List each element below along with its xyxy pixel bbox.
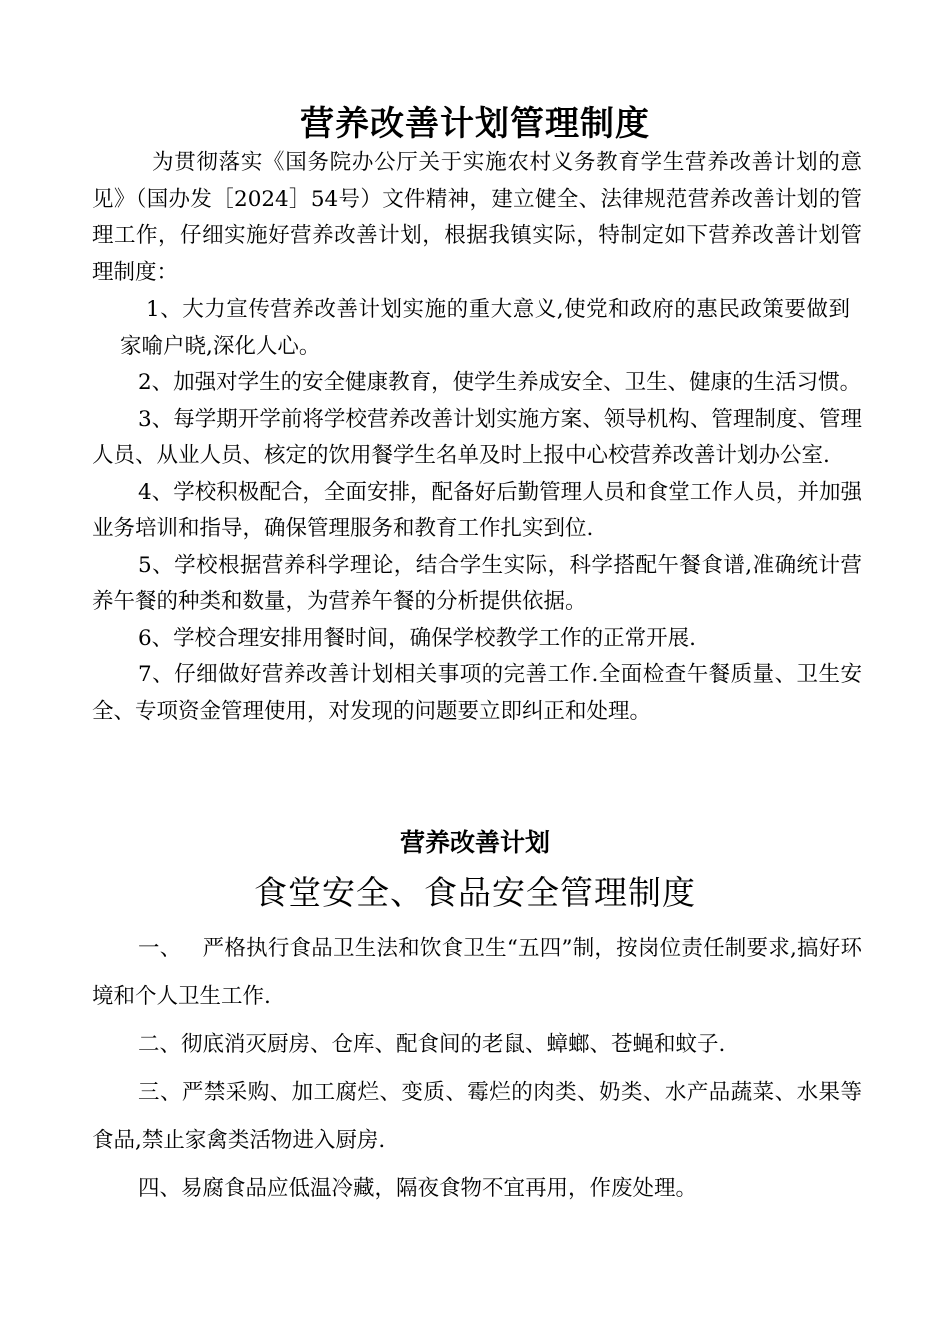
rule-item-1: 一、 严格执行食品卫生法和饮食卫生“五四”制，按岗位责任制要求,搞好环境和个人卫生工作. xyxy=(92,936,862,1009)
section-title: 食堂安全、食品安全管理制度 xyxy=(254,873,696,912)
list-item-3: 3、每学期开学前将学校营养改善计划实施方案、领导机构、管理制度、管理人员、从业人员、核定的饮用餐学生名单及时上报中心校营养改善计划办公室. xyxy=(92,406,862,468)
numbered-list xyxy=(92,365,862,730)
list-item-7: 7、仔细做好营养改善计划相关事项的完善工作.全面检查午餐质量、卫生安全、专项资金管理使用，对发现的问题要立即纠正和处理。 xyxy=(92,662,862,724)
section-subtitle: 营养改善计划 xyxy=(399,828,550,857)
list-item-4: 4、学校积极配合，全面安排，配备好后勤管理人员和食堂工作人员，并加强业务培训和指导，确保管理服务和教育工作扎实到位. xyxy=(92,479,862,541)
document-title: 营养改善计划管理制度 xyxy=(300,104,650,144)
list-item-5: 5、学校根据营养科学理论，结合学生实际，科学搭配午餐食谱,准确统计营养午餐的种类和数量，为营养午餐的分析提供依据。 xyxy=(92,552,862,614)
list-item-1: 1、大力宣传营养改善计划实施的重大意义,使党和政府的惠民政策要做到家喻户晓,深化人心。 xyxy=(120,297,850,359)
list-item-2: 2、加强对学生的安全健康教育，使学生养成安全、卫生、健康的生活习惯。 xyxy=(138,370,862,395)
intro-paragraph: 为贯彻落实《国务院办公厅关于实施农村义务教育学生营养改善计划的意见》（国办发［2024］54号）文件精神，建立健全、法律规范营养改善计划的管理工作，仔细实施好营养改善计划，根据我镇实际，特制定如下营养改善计划管理制度： xyxy=(92,150,862,285)
list-item-6: 6、学校合理安排用餐时间，确保学校教学工作的正常开展. xyxy=(138,625,697,651)
rule-item-4: 四、易腐食品应低温冷藏，隔夜食物不宜再用，作废处理。 xyxy=(138,1176,698,1201)
rule-item-2: 二、彻底消灭厨房、仓库、配食间的老鼠、蟑螂、苍蝇和蚊子. xyxy=(138,1032,726,1057)
rules-list xyxy=(92,925,862,1213)
rule-item-3: 三、严禁采购、加工腐烂、变质、霉烂的肉类、奶类、水产品蔬菜、水果等食品,禁止家禽类活物进入厨房. xyxy=(92,1080,862,1153)
